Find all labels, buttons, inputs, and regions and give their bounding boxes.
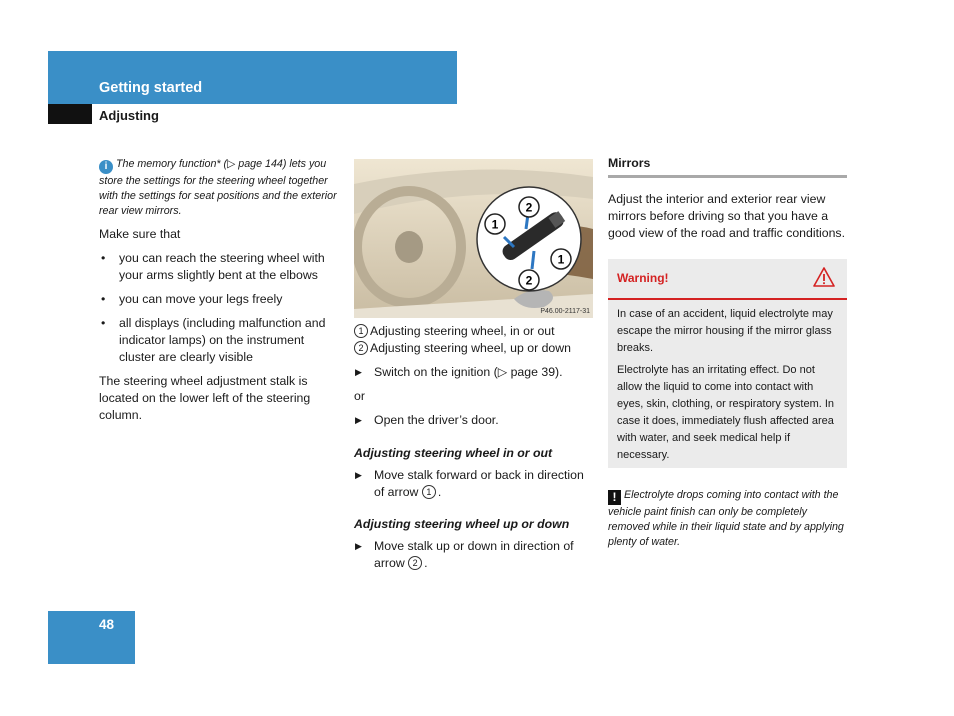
warning-triangle-icon <box>813 267 835 287</box>
or-text: or <box>354 389 365 403</box>
legend-item <box>354 323 594 340</box>
step-ignition <box>354 364 594 381</box>
page-number-box <box>48 611 135 664</box>
steering-wheel-illustration <box>354 159 593 318</box>
steering-wheel-figure <box>354 159 593 318</box>
legend-number: 1 <box>354 324 368 338</box>
list-item: • you can move your legs freely <box>99 291 339 308</box>
mirrors-intro: Adjust the interior and exterior rear view mirrors before driving so that you have a good view of the road and traffic conditions. <box>608 192 845 240</box>
info-note-text: The memory function* (▷ page 144) lets you store the settings for the steering wheel together with the settings for seat positions and the exterior rear view mirrors. <box>99 158 337 217</box>
mirrors-heading: Mirrors <box>608 156 847 178</box>
legend-text: Adjusting steering wheel, up or down <box>370 341 571 355</box>
warning-title: Warning! <box>617 271 669 285</box>
page-number: 48 <box>99 617 115 632</box>
figure-callout-2-top: 2 <box>525 200 533 215</box>
figure-callout-1: 1 <box>491 217 499 232</box>
info-icon: i <box>99 160 113 174</box>
warning-box <box>608 259 847 468</box>
caution-note <box>608 488 847 550</box>
step-text: Open the driver’s door. <box>374 413 499 427</box>
subhead-in-out: Adjusting steering wheel in or out <box>354 446 553 460</box>
right-column <box>608 156 847 550</box>
step-up-down: ▶ Move stalk up or down in direction of arrow 2 . <box>355 539 574 570</box>
list-item: • all displays (including malfunction and indicator lamps) on the instrument cluster are clearly visible <box>99 315 339 366</box>
step-in-out: ▶ Move stalk forward or back in direction of arrow 1 . <box>355 468 584 499</box>
legend-number: 2 <box>354 341 368 355</box>
figure-callout-1-right: 1 <box>557 252 565 267</box>
arrow-number: 2 <box>408 556 422 570</box>
section-marker-tab <box>48 104 92 124</box>
step-door <box>354 412 594 429</box>
warning-title-row <box>608 259 847 300</box>
list-item: • you can reach the steering wheel with your arms slightly bent at the elbows <box>99 250 339 284</box>
checklist <box>99 250 339 366</box>
step-arrow-icon: ▶ <box>355 367 362 377</box>
warning-paragraph: In case of an accident, liquid electrolyte may escape the mirror housing if the mirror glass breaks. <box>617 308 833 354</box>
header-band <box>48 51 457 104</box>
figure-callout-2-bottom: 2 <box>525 273 533 288</box>
left-column <box>99 157 339 431</box>
stalk-location-text: The steering wheel adjustment stalk is located on the lower left of the steering column. <box>99 374 311 422</box>
step-text: Move stalk up or down in direction of arrow <box>374 539 574 570</box>
step-text: Move stalk forward or back in direction of arrow <box>374 468 584 499</box>
middle-column <box>354 159 594 572</box>
arrow-number: 1 <box>422 485 436 499</box>
section-title: Getting started <box>99 80 203 96</box>
caution-note-text: Electrolyte drops coming into contact with the vehicle paint finish can only be completely removed while in their liquid state and by applying plenty of water. <box>608 489 844 548</box>
warning-paragraph: Electrolyte has an irritating effect. Do not allow the liquid to come into contact with eyes, skin, clothing, or respiratory system. In case it does, immediately flush affected area with water, and seek medical help if necessary. <box>617 364 835 461</box>
figure-code: P46.00-2117-31 <box>540 308 590 315</box>
legend-text: Adjusting steering wheel, in or out <box>370 324 555 338</box>
intro-text: Make sure that <box>99 227 181 241</box>
figure-legend <box>354 323 594 357</box>
step-text: Switch on the ignition (▷ page 39). <box>374 365 563 379</box>
legend-item <box>354 340 594 357</box>
step-arrow-icon: ▶ <box>355 415 362 425</box>
info-note <box>99 157 339 219</box>
exclamation-icon: ! <box>608 490 621 505</box>
step-arrow-icon: ▶ <box>355 541 362 551</box>
subsection-title: Adjusting <box>99 108 159 123</box>
step-arrow-icon: ▶ <box>355 470 362 480</box>
subhead-up-down: Adjusting steering wheel up or down <box>354 517 570 531</box>
